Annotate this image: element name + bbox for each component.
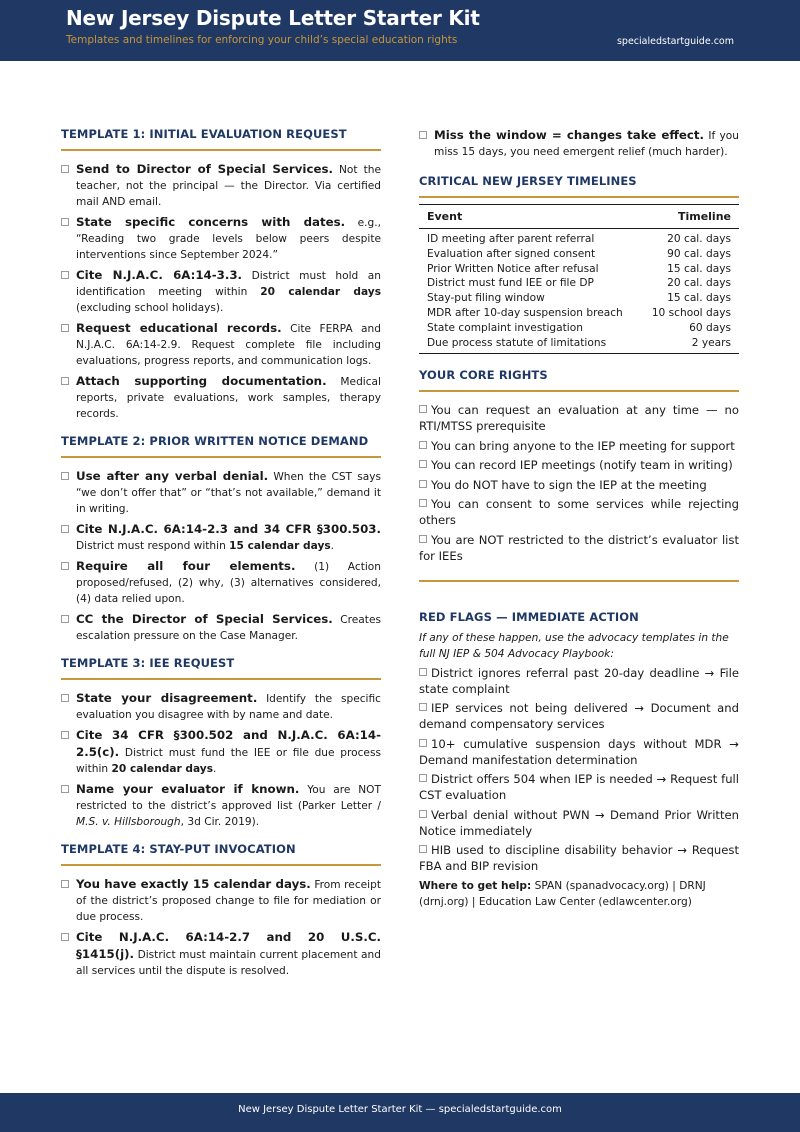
templates-container xyxy=(61,127,381,979)
checkbox-icon xyxy=(61,933,69,941)
item-body: District must respond within xyxy=(76,540,230,552)
checklist-item xyxy=(61,929,381,979)
event-cell: Due process statute of limitations xyxy=(419,336,640,354)
checklist-item xyxy=(61,521,381,554)
timeline-cell: 10 school days xyxy=(651,306,731,319)
checkbox-icon xyxy=(61,525,69,533)
continued-list xyxy=(419,127,739,160)
help-label: Where to get help: xyxy=(419,880,532,893)
list-item xyxy=(419,842,739,874)
item-emphasis: 20 calendar days xyxy=(111,763,213,775)
list-item-text: 10+ cumulative suspension days without MDR → Demand manifestation determination xyxy=(419,736,739,767)
list-item xyxy=(419,402,739,434)
list-item-text: Verbal denial without PWN → Demand Prior Written Notice immediately xyxy=(419,807,739,838)
item-emphasis: 15 calendar days xyxy=(229,540,331,552)
item-heading: Send to Director of Special Services. xyxy=(76,162,333,176)
item-heading: State specific concerns with dates. xyxy=(76,215,346,229)
checkbox-icon xyxy=(419,739,427,747)
footer-text: New Jersey Dispute Letter Starter Kit — specialedstartguide.com xyxy=(238,1104,562,1115)
list-item xyxy=(419,477,739,493)
checkbox-icon xyxy=(419,535,427,543)
red-flags-intro: If any of these happen, use the advocacy templates in the full NJ IEP & 504 Advocacy Playbook: xyxy=(419,631,729,660)
list-item xyxy=(419,457,739,473)
item-heading: Cite N.J.A.C. 6A:14-3.3. xyxy=(76,268,243,282)
header-site-link[interactable]: specialedstartguide.com xyxy=(616,36,734,47)
timelines-table xyxy=(419,204,739,354)
timeline-cell: 90 cal. days xyxy=(667,247,731,260)
template-title: TEMPLATE 4: STAY-PUT INVOCATION xyxy=(61,842,381,866)
list-item-text: You can bring anyone to the IEP meeting for support xyxy=(431,438,735,453)
rights-list xyxy=(419,402,739,564)
item-heading: Request educational records. xyxy=(76,321,282,335)
item-body: Medical reports, private evaluations, work samples, therapy records. xyxy=(76,376,381,420)
checklist-item xyxy=(61,468,381,517)
list-item xyxy=(419,438,739,454)
list-item-text: HIB used to discipline disability behavior → Request FBA and BIP revision xyxy=(419,843,739,874)
checkbox-icon xyxy=(419,810,427,818)
checkbox-icon xyxy=(419,441,427,449)
event-cell: Stay-put filing window xyxy=(427,292,545,305)
table-row xyxy=(419,262,739,277)
checkbox-icon xyxy=(419,703,427,711)
item-heading: Cite 34 CFR §300.502 and N.J.A.C. 6A:14-2.5(c). xyxy=(76,728,381,759)
red-flags-title: RED FLAGS — IMMEDIATE ACTION xyxy=(419,609,639,624)
item-body: Not the teacher, not the principal — the Director. Via certified mail AND email. xyxy=(76,164,381,208)
timeline-cell: 2 years xyxy=(640,336,739,354)
list-item-text: District ignores referral past 20-day deadline → File state complaint xyxy=(419,665,739,696)
list-item xyxy=(419,496,739,528)
item-body: District must hold an identification meeting within xyxy=(76,270,381,298)
page-footer xyxy=(0,1093,800,1132)
document-title: New Jersey Dispute Letter Starter Kit xyxy=(66,6,480,30)
template-title: TEMPLATE 3: IEE REQUEST xyxy=(61,656,381,680)
timeline-cell: 20 cal. days xyxy=(667,233,731,245)
checkbox-icon xyxy=(61,271,69,279)
timelines-title: CRITICAL NEW JERSEY TIMELINES xyxy=(419,174,739,198)
checklist-item xyxy=(61,161,381,210)
checklist-item xyxy=(61,320,381,369)
item-heading: Cite N.J.A.C. 6A:14-2.3 and 34 CFR §300.503. xyxy=(76,522,381,536)
list-item xyxy=(419,771,739,803)
right-column xyxy=(419,127,739,910)
item-body: If you miss 15 days, you need emergent relief (much harder). xyxy=(434,130,739,158)
list-item xyxy=(419,665,739,697)
list-item-text: IEP services not being delivered → Document and demand compensatory services xyxy=(419,701,739,732)
item-heading: State your disagreement. xyxy=(76,691,258,705)
item-heading: Miss the window = changes take effect. xyxy=(434,128,704,142)
event-cell: Prior Written Notice after refusal xyxy=(427,262,599,275)
timeline-cell: 20 cal. days xyxy=(667,277,731,290)
table-header-timeline: Timeline xyxy=(640,205,739,229)
table-row xyxy=(419,306,739,321)
timeline-cell: 15 cal. days xyxy=(667,292,731,305)
list-item xyxy=(419,807,739,839)
list-item-text: You do NOT have to sign the IEP at the meeting xyxy=(431,477,707,492)
table-row xyxy=(419,291,739,306)
event-cell: Evaluation after signed consent xyxy=(427,247,596,260)
item-body: You are NOT restricted to the district’s approved list (Parker Letter / xyxy=(76,784,381,812)
item-heading: Cite N.J.A.C. 6A:14-2.7 and 20 U.S.C. §1415(j). xyxy=(76,930,381,961)
item-body: Identify the specific evaluation you disagree with by name and date. xyxy=(76,693,381,721)
section-divider xyxy=(419,580,739,582)
item-heading: You have exactly 15 calendar days. xyxy=(76,877,311,891)
list-item-text: You are NOT restricted to the district’s evaluator list for IEEs xyxy=(419,532,739,563)
event-cell: State complaint investigation xyxy=(427,321,583,334)
checkbox-icon xyxy=(419,774,427,782)
item-heading: Use after any verbal denial. xyxy=(76,469,269,483)
table-header-event: Event xyxy=(419,205,640,229)
checkbox-icon xyxy=(61,615,69,623)
checkbox-icon xyxy=(61,324,69,332)
checkbox-icon xyxy=(419,845,427,853)
help-line xyxy=(419,878,739,910)
table-row xyxy=(419,336,739,354)
event-cell: District must fund IEE or file DP xyxy=(427,277,594,290)
checkbox-icon xyxy=(61,218,69,226)
checkbox-icon xyxy=(419,460,427,468)
item-heading: Name your evaluator if known. xyxy=(76,782,300,796)
checkbox-icon xyxy=(61,731,69,739)
checkbox-icon xyxy=(61,377,69,385)
template-checklist xyxy=(61,161,381,422)
list-item xyxy=(419,532,739,564)
item-case-citation: M.S. v. Hillsborough xyxy=(76,816,181,828)
help-text: SPAN (spanadvocacy.org) | DRNJ (drnj.org) | Education Law Center (edlawcenter.org) xyxy=(419,880,706,909)
checkbox-icon xyxy=(419,131,427,139)
item-body: From receipt of the district’s proposed change to file for mediation or due process. xyxy=(76,879,381,923)
item-body: (excluding school holidays). xyxy=(76,302,224,314)
list-item-text: You can record IEP meetings (notify team in writing) xyxy=(431,458,733,473)
template-title: TEMPLATE 1: INITIAL EVALUATION REQUEST xyxy=(61,127,381,151)
template-checklist xyxy=(61,468,381,644)
table-row xyxy=(419,229,739,247)
document-subtitle: Templates and timelines for enforcing your child’s special education rights xyxy=(66,34,458,46)
item-body: When the CST says “we don’t offer that” or “that’s not available,” demand it in writing. xyxy=(76,471,381,515)
item-body: . xyxy=(213,763,217,775)
item-body: (1) Action proposed/refused, (2) why, (3) alternatives considered, (4) data relied upon. xyxy=(76,561,381,605)
item-heading: CC the Director of Special Services. xyxy=(76,612,333,626)
checklist-item xyxy=(61,727,381,777)
checklist-item xyxy=(61,781,381,830)
item-body: Creates escalation pressure on the Case Manager. xyxy=(76,614,381,642)
rights-title: YOUR CORE RIGHTS xyxy=(419,368,739,392)
checkbox-icon xyxy=(61,785,69,793)
template-checklist xyxy=(61,876,381,979)
template-title: TEMPLATE 2: PRIOR WRITTEN NOTICE DEMAND xyxy=(61,434,381,458)
template-checklist xyxy=(61,690,381,830)
red-flags-list xyxy=(419,665,739,875)
item-body: . xyxy=(330,540,335,552)
checklist-item xyxy=(61,876,381,925)
item-heading: Attach supporting documentation. xyxy=(76,374,327,388)
event-cell: MDR after 10-day suspension breach xyxy=(427,306,623,319)
item-body: District must fund the IEE or file due process within xyxy=(76,747,381,775)
checkbox-icon xyxy=(419,405,427,413)
table-row xyxy=(419,321,739,336)
item-body: e.g., “Reading two grade levels below peers despite interventions since September 2024.” xyxy=(76,217,381,261)
table-row xyxy=(419,276,739,291)
checkbox-icon xyxy=(419,480,427,488)
checkbox-icon xyxy=(61,472,69,480)
timeline-cell: 15 cal. days xyxy=(667,262,731,275)
checkbox-icon xyxy=(419,668,427,676)
list-item-text: You can request an evaluation at any time — no RTI/MTSS prerequisite xyxy=(419,403,739,434)
checklist-item xyxy=(419,127,739,160)
checkbox-icon xyxy=(61,165,69,173)
checkbox-icon xyxy=(419,499,427,507)
list-item-text: District offers 504 when IEP is needed → Request full CST evaluation xyxy=(419,772,739,803)
list-item xyxy=(419,700,739,732)
checklist-item xyxy=(61,267,381,316)
checklist-item xyxy=(61,690,381,723)
checkbox-icon xyxy=(61,694,69,702)
page-header xyxy=(0,0,800,61)
list-item xyxy=(419,736,739,768)
timeline-cell: 60 days xyxy=(689,321,731,334)
checklist-item xyxy=(61,214,381,263)
item-heading: Require all four elements. xyxy=(76,559,296,573)
item-body: District must maintain current placement and all services until the dispute is resolved. xyxy=(76,949,381,977)
item-body: Cite FERPA and N.J.A.C. 6A:14-2.9. Request complete file including evaluations, progress reports, and communication logs. xyxy=(76,323,381,367)
event-cell: ID meeting after parent referral xyxy=(427,233,595,245)
item-emphasis: 20 calendar days xyxy=(260,286,382,298)
checklist-item xyxy=(61,558,381,607)
checklist-item xyxy=(61,611,381,644)
checkbox-icon xyxy=(61,562,69,570)
list-item-text: You can consent to some services while rejecting others xyxy=(419,497,739,528)
checkbox-icon xyxy=(61,880,69,888)
table-row xyxy=(419,247,739,262)
checklist-item xyxy=(61,373,381,422)
left-column xyxy=(61,127,381,983)
item-body: , 3d Cir. 2019). xyxy=(180,816,260,828)
